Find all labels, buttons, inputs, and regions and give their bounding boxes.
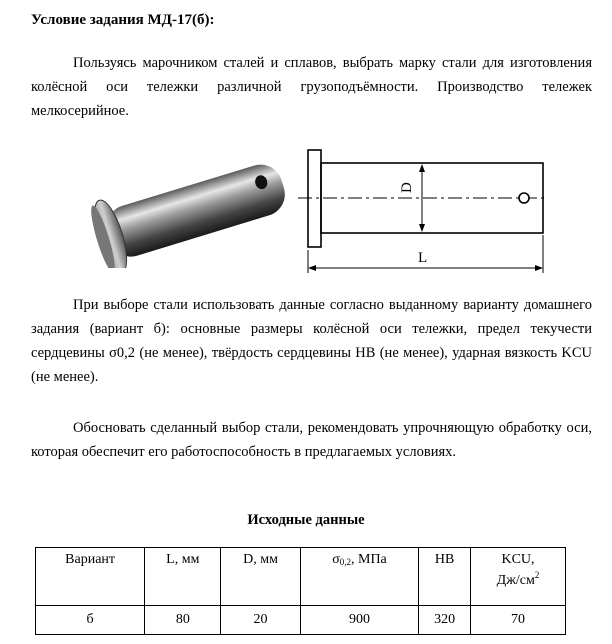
task-description-paragraph: Пользуясь марочником сталей и сплавов, выбрать марку стали для изготовления колёсной оси тележки различной грузоподъёмности. Производство тележек мелкосерийное.: [31, 55, 592, 119]
cell-impact-toughness: 70: [471, 606, 566, 635]
cell-hardness: 320: [419, 606, 471, 635]
dimension-l-label: L: [418, 250, 428, 266]
task-title: Условие задания МД-17(б):: [31, 12, 215, 28]
axle-drawing: [296, 140, 550, 275]
table-title: Исходные данные: [247, 512, 365, 528]
table-header-row: [36, 548, 566, 606]
header-length: L, мм: [145, 548, 221, 606]
cell-yield-strength: 900: [300, 606, 419, 635]
pin-hole: [519, 193, 529, 203]
header-yield-strength: $\sigma_{0,2}$, МПа: [300, 548, 419, 606]
header-impact-toughness: KCU, $Дж/см^2$: [471, 548, 566, 606]
axle-photo: [84, 150, 289, 268]
variant-instructions-paragraph: При выборе стали использовать данные согласно выданному варианту домашнего задания (вариант б): основные размеры колёсной оси тележки, предел текучести сердцевины σ0,2 (не менее), твёрдость сердцевины HB (не менее), ударная вязкость KCU (не менее).: [31, 297, 592, 385]
justification-paragraph: Обосновать сделанный выбор стали, рекомендовать упрочняющую обработку оси, которая обеспечит его работоспособность в предлагаемых условиях.: [31, 420, 592, 460]
cell-variant: б: [36, 606, 145, 635]
header-variant: Вариант: [36, 548, 145, 606]
cell-length: 80: [145, 606, 221, 635]
dimension-d-label: D: [399, 182, 415, 193]
cell-diameter: 20: [221, 606, 300, 635]
header-hardness: HB: [419, 548, 471, 606]
source-data-table: [35, 547, 566, 635]
header-diameter: D, мм: [221, 548, 300, 606]
table-row: [36, 606, 566, 635]
